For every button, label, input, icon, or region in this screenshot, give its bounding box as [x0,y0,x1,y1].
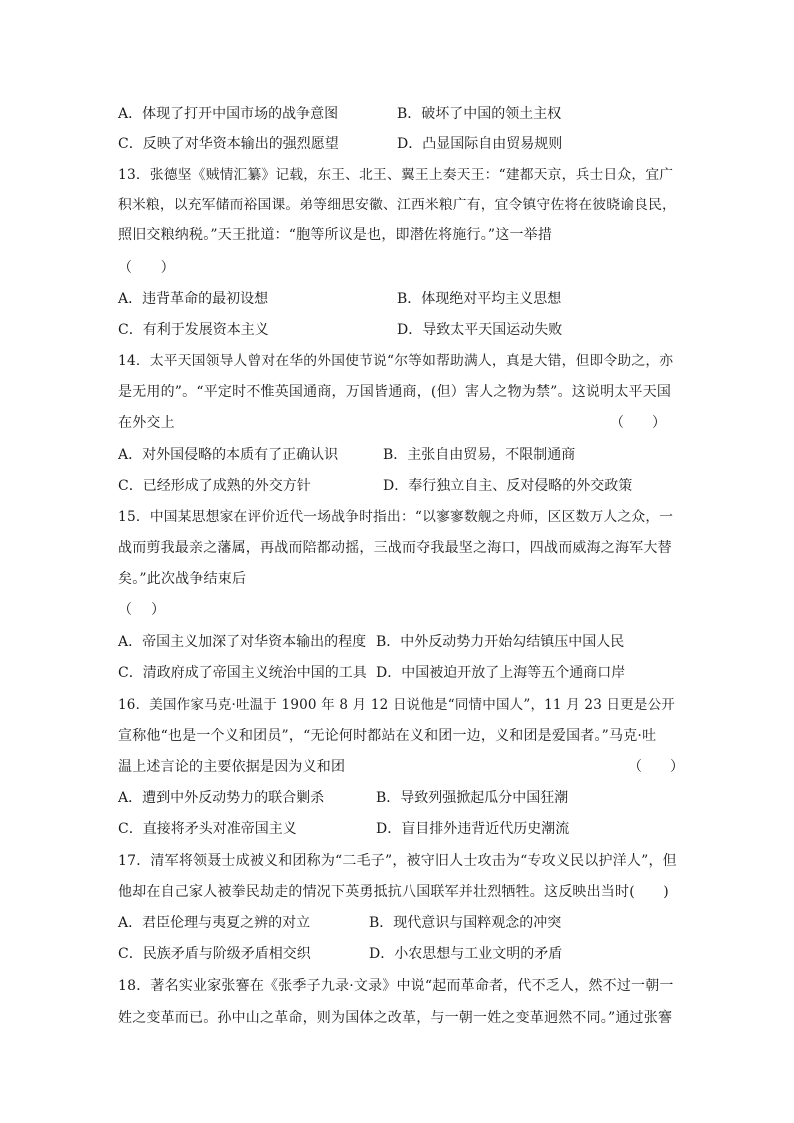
q16-option-c: C．直接将矛头对准帝国主义 [118,821,297,837]
q14-option-c: C．已经形成了成熟的外交方针 [118,478,311,494]
q17-option-b: B．现代意识与国粹观念的冲突 [369,915,562,931]
q14-line-3: 在外交上 [118,415,175,431]
q15-line-3: 矣。”此次战争结束后 [118,571,247,587]
q13-option-c: C．有利于发展资本主义 [118,322,269,338]
q13-option-b: B．体现绝对平均主义思想 [397,291,562,307]
q17-line-1: 17．清军将领聂士成被义和团称为“二毛子”，被守旧人士攻击为“专攻义民以护洋人”，但 [118,853,677,869]
q13-line-2: 积米粮，以充军储而裕国课。弟等细思安徽、江西米粮广有，宜令镇守佐将在彼晓谕良民， [118,197,677,213]
q16-line-2: 宣称他“也是一个义和团员”，“无论何时都站在义和团一边，义和团是爱国者。”马克·吐 [118,728,657,744]
q17-line-2: 他却在自己家人被拳民劫走的情况下英勇抵抗八国联军并壮烈牺牲。这反映出当时( ) [118,884,669,900]
q17-option-a: A．君臣伦理与夷夏之辨的对立 [118,915,311,931]
q14-option-b: B．主张自由贸易，不限制通商 [383,447,576,463]
q16-line-3: 温上述言论的主要依据是因为义和团 [118,759,346,775]
q18-line-2: 姓之变革而已。孙中山之革命，则为国体之改革，与一朝一姓之变革迥然不同。”通过张謇 [118,1010,673,1026]
q15-option-d: D．中国被迫开放了上海等五个通商口岸 [376,665,626,681]
q16-answer-bracket: （ ） [628,759,684,775]
q13-line-1: 13．张德坚《贼情汇纂》记载，东王、北王、翼王上奏天王：“建都天京，兵士日众，宜广 [118,167,674,183]
q18-line-1: 18．著名实业家张謇在《张季子九录·文录》中说“起而革命者，代不乏人，然不过一朝一 [118,978,674,994]
q14-option-a: A．对外国侵略的本质有了正确认识 [118,447,339,463]
q15-line-1: 15．中国某思想家在评价近代一场战争时指出：“以寥寥数舰之舟师，区区数万人之众，一 [118,509,674,525]
q12-option-a: A．体现了打开中国市场的战争意图 [118,106,339,122]
q13-line-3: 照旧交粮纳税。”天王批道：“胞等所议是也，即潜佐将施行。”这一举措 [118,227,553,243]
q16-option-b: B．导致列强掀起瓜分中国狂潮 [376,790,569,806]
q14-line-2: 是无用的”。“平定时不惟英国通商，万国皆通商，(但）害人之物为禁”。这说明太平天国 [118,384,672,400]
q14-answer-bracket: （ ） [610,415,666,431]
q15-option-b: B．中外反动势力开始勾结镇压中国人民 [376,634,625,650]
q16-line-1: 16．美国作家马克·吐温于 1900 年 8 月 12 日说他是“同情中国人”，11 月 23 日更是公开 [118,697,675,713]
q14-option-d: D．奉行独立自主、反对侵略的外交政策 [383,478,633,494]
q17-option-c: C．民族矛盾与阶级矛盾相交织 [118,946,311,962]
q13-answer-bracket: （ ） [118,260,175,276]
q15-answer-bracket: （ ） [118,602,166,618]
q13-option-d: D．导致太平天国运动失败 [397,322,563,338]
q12-option-d: D．凸显国际自由贸易规则 [397,136,563,152]
q16-option-d: D．盲目排外违背近代历史潮流 [376,821,570,837]
q12-option-c: C．反映了对华资本输出的强烈愿望 [118,136,339,152]
q13-option-a: A．违背革命的最初设想 [118,291,269,307]
q17-option-d: D．小农思想与工业文明的矛盾 [369,946,563,962]
q15-line-2: 战而剪我最亲之藩属，再战而陪都动摇，三战而夺我最坚之海口，四战而威海之海军大替 [118,540,672,556]
q12-option-b: B．破坏了中国的领土主权 [397,106,562,122]
q16-option-a: A．遭到中外反动势力的联合剿杀 [118,790,325,806]
q15-option-c: C．清政府成了帝国主义统治中国的工具 [118,665,367,681]
q14-line-1: 14．太平天国领导人曾对在华的外国使节说“尔等如帮助满人，真是大错，但即令助之，亦 [118,353,674,369]
q15-option-a: A．帝国主义加深了对华资本输出的程度 [118,634,367,650]
